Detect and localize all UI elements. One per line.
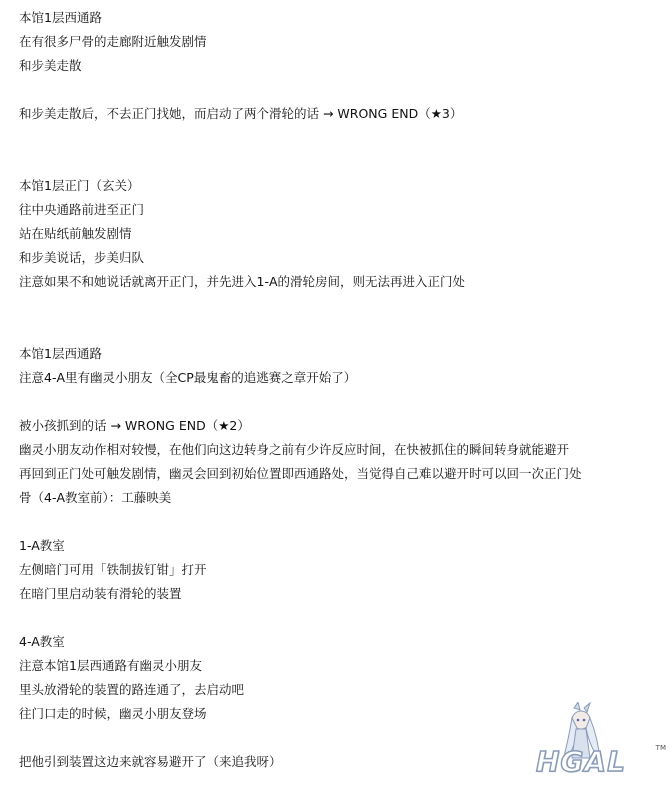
blank-line (19, 294, 659, 342)
text-line: 站在贴纸前触发剧情 (19, 226, 132, 241)
site-watermark-logo (536, 702, 666, 782)
text-line: 注意本馆1层西通路有幽灵小朋友 (19, 658, 202, 673)
text-line: 和步美说话，步美归队 (19, 250, 145, 265)
document-body (19, 6, 659, 774)
text-line: 注意4-A里有幽灵小朋友（全CP最鬼畜的追逃赛之章开始了） (19, 370, 357, 385)
text-line: 在暗门里启动装有滑轮的装置 (19, 586, 182, 601)
blank-line (19, 390, 659, 414)
text-line: 往中央通路前进至正门 (19, 202, 145, 217)
text-line: 里头放滑轮的装置的路连通了，去启动吧 (19, 682, 245, 697)
text-line: 再回到正门处可触发剧情，幽灵会回到初始位置即西通路处，当觉得自己难以避开时可以回一次正门处 (19, 466, 582, 481)
text-line: 和步美走散 (19, 58, 82, 73)
watermark-text: HGAL (536, 745, 626, 778)
blank-line (19, 78, 659, 102)
text-line: 和步美走散后，不去正门找她，而启动了两个滑轮的话 → WRONG END（★3） (19, 106, 463, 121)
trademark-mark: TM (655, 744, 666, 752)
text-line: 4-A教室 (19, 634, 65, 649)
text-line: 往门口走的时候，幽灵小朋友登场 (19, 706, 207, 721)
text-line: 本馆1层西通路 (19, 346, 102, 361)
text-line: 注意如果不和她说话就离开正门，并先进入1-A的滑轮房间，则无法再进入正门处 (19, 274, 466, 289)
text-line: 1-A教室 (19, 538, 65, 553)
text-line: 骨（4-A教室前）：工藤映美 (19, 490, 172, 505)
text-line: 被小孩抓到的话 → WRONG END（★2） (19, 418, 250, 433)
blank-line (19, 606, 659, 630)
text-line: 本馆1层正门（玄关） (19, 178, 140, 193)
blank-line (19, 126, 659, 174)
text-line: 本馆1层西通路 (19, 10, 102, 25)
text-line: 在有很多尸骨的走廊附近触发剧情 (19, 34, 207, 49)
text-line: 左侧暗门可用「铁制拔钉钳」打开 (19, 562, 207, 577)
blank-line (19, 510, 659, 534)
text-line: 把他引到装置这边来就容易避开了（来追我呀） (19, 754, 282, 769)
text-line: 幽灵小朋友动作相对较慢，在他们向这边转身之前有少许反应时间，在快被抓住的瞬间转身就能避开 (19, 442, 570, 457)
